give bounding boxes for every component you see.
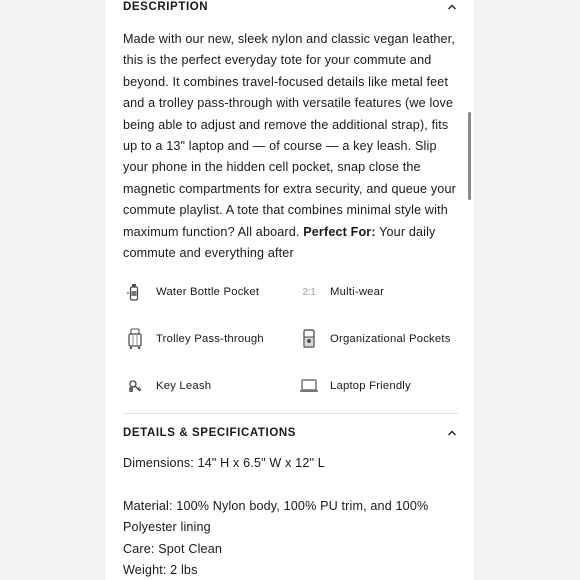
feature-organizational-pockets: [298, 328, 451, 350]
feature-key-leash: [124, 375, 211, 397]
key-icon: [124, 375, 146, 397]
feature-label: Laptop Friendly: [330, 380, 411, 392]
description-accordion-header[interactable]: [123, 0, 458, 17]
description-text: [123, 29, 458, 264]
details-accordion-header[interactable]: [123, 423, 458, 443]
feature-label: Key Leash: [156, 380, 212, 392]
spec-weight: Weight: 2 lbs: [123, 563, 198, 577]
spec-material-line2: Polyester lining: [123, 520, 211, 534]
spec-care: Care: Spot Clean: [123, 542, 223, 556]
perfect-for-text: Your daily commute and everything after: [123, 224, 436, 261]
spec-dimensions: Dimensions: 14" H x 6.5" W x 12" L: [123, 456, 325, 470]
description-title: DESCRIPTION: [123, 1, 209, 13]
feature-label: Trolley Pass-through: [156, 333, 264, 345]
product-details-panel: [106, 0, 474, 580]
spec-material-line1: Material: 100% Nylon body, 100% PU trim, and 100%: [123, 499, 429, 513]
water-bottle-icon: [124, 281, 146, 303]
feature-label: Water Bottle Pocket: [156, 286, 260, 298]
feature-multi-wear: [298, 281, 384, 303]
section-divider: [123, 413, 458, 414]
chevron-up-icon[interactable]: [446, 427, 458, 439]
feature-label: Multi-wear: [330, 286, 385, 298]
two-in-one-icon: [298, 281, 320, 303]
details-title: DETAILS & SPECIFICATIONS: [123, 427, 297, 439]
laptop-icon: [298, 375, 320, 397]
feature-water-bottle-pocket: [124, 281, 259, 303]
description-scrollbar[interactable]: [468, 112, 471, 200]
phone-pocket-icon: [298, 328, 320, 350]
perfect-for-label: Perfect For:: [303, 224, 376, 239]
trolley-icon: [124, 328, 146, 350]
feature-trolley-pass-through: [124, 328, 264, 350]
chevron-up-icon[interactable]: [446, 1, 458, 13]
feature-laptop-friendly: [298, 375, 411, 397]
description-body: Made with our new, sleek nylon and classic vegan leather, this is the perfect everyday tote for your commute and beyond. It combines travel-focused details like metal feet and a trolley pass-through with versatile features (we love being able to adjust and remove the additional strap), fits up to a 13" laptop and — of course — a key leash. Slip your phone in the hidden cell pocket, snap close the magnetic compartments for extra security, and queue your commute playlist. A tote that combines minimal style with maximum function? All aboard.: [123, 32, 456, 239]
feature-label: Organizational Pockets: [330, 333, 451, 345]
multiwear-badge: 2:1: [302, 286, 316, 298]
